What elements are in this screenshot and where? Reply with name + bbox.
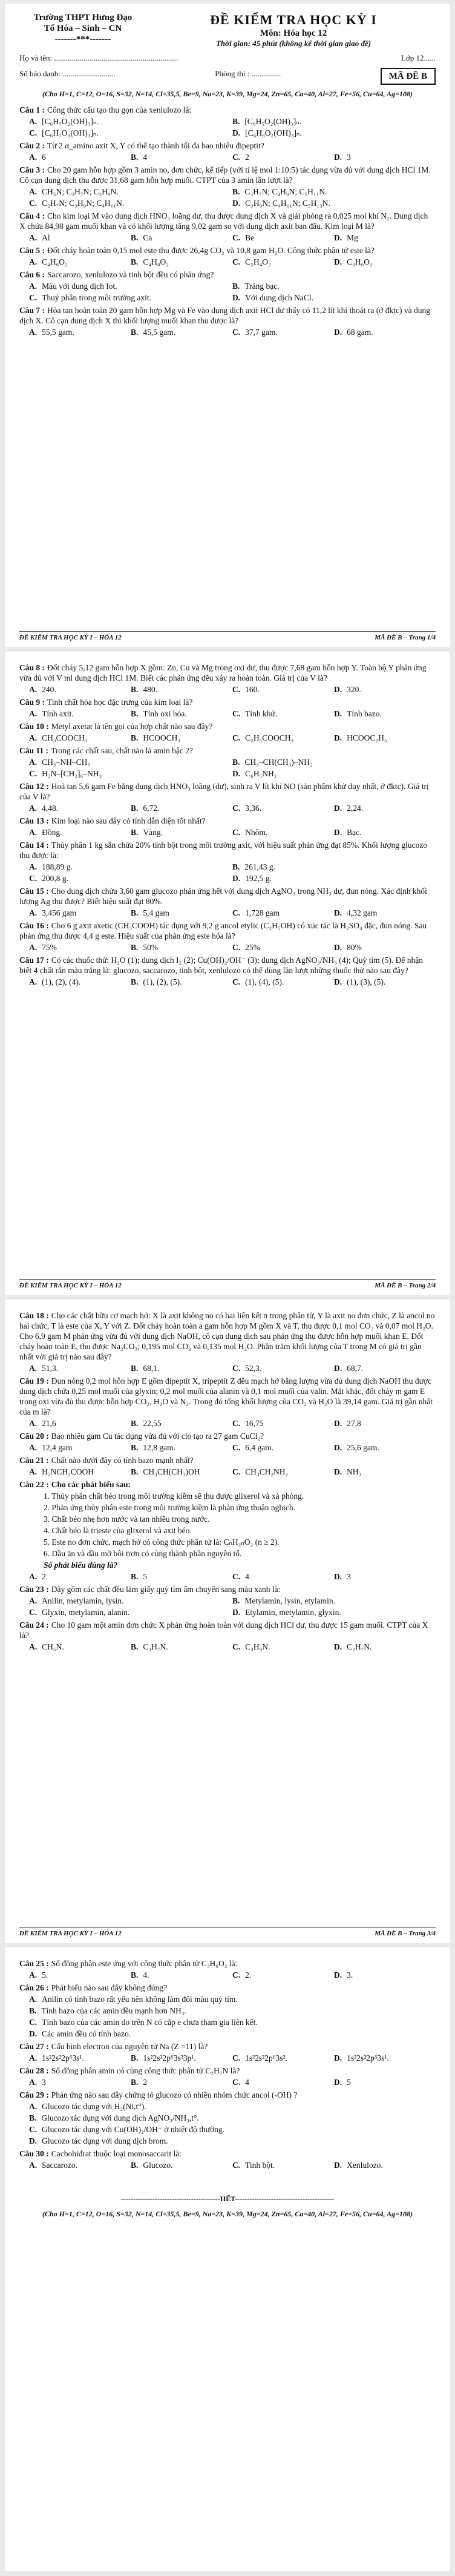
answer-d[interactable]: D. 4,32 gam xyxy=(334,908,378,917)
question-6: Câu 6 : Saccarozo, xenlulozo và tinh bột đều có phản ứng? xyxy=(19,270,214,279)
answer-a[interactable]: A. Al xyxy=(29,233,50,242)
answer-c[interactable]: C. Be xyxy=(232,233,255,242)
question-16: Câu 16 : Cho 6 g axit axetic (CH₃COOH) tác dụng với 9,2 g ancol etylic (C₂H₅OH) có xúc tác là H₂SO₄ đặc, đun nóng. Sau phản ứng thu được 4,4 g este. Hiệu suất của phản ứng este hóa là? xyxy=(19,921,427,940)
question-3: Câu 3 : Cho 20 gam hỗn hợp gồm 3 amin no, đơn chức, kế tiếp (với tỉ lệ mol 1:10:5) tác dụng vừa đủ với dung dịch HCl 1M. Cô cạn dung dịch thu được 31,68 gam hỗn hợp muối. CTPT của 3 amin lần lượt là? xyxy=(19,165,431,185)
answer-d[interactable]: D. 68,7. xyxy=(334,1364,364,1373)
answer-d[interactable]: D. Xenlulozo. xyxy=(334,2161,383,2170)
question-29: Câu 29 : Phản ứng nào sau đây chứng tỏ glucozo có nhiều nhóm chức ancol (-OH) ? xyxy=(19,2090,298,2099)
answers-q10 xyxy=(29,733,436,743)
title-block xyxy=(151,12,436,48)
exam-time: Thời gian: 45 phút (không kể thời gian giao đề) xyxy=(215,39,372,48)
answer-c[interactable]: C. 25% xyxy=(232,943,260,952)
answer-b[interactable]: B. 1s²2s²2p⁶3s²3p¹. xyxy=(131,2053,196,2062)
question-4: Câu 4 : Cho kim loại M vào dung dịch HNO₃ loãng dư, thu được dung dịch X và giải phóng ra 0,025 mol khí N₂. Dung dịch X chứa 84,98 gam muối khan và có khối lượng tăng 9,02 gam so với dung dịch axit ban đầu. Kim loại M là? xyxy=(19,211,428,231)
answer-a[interactable]: A. 12,4 gam xyxy=(29,1443,73,1452)
question-number: Câu 1 : xyxy=(19,105,45,114)
answer-c[interactable]: C. 1s²2s²2p⁶3s². xyxy=(232,2053,287,2062)
answer-c[interactable]: C. Nhôm. xyxy=(232,828,268,837)
name-field: Họ và tên: ............................................................... xyxy=(19,53,178,62)
answer-c[interactable]: C. (1), (4), (5). xyxy=(232,977,284,986)
answer-a[interactable]: A. Anilin, metylamin, lysin. xyxy=(29,1596,124,1605)
question-text: Công thức cấu tạo thu gọn của xenlulozo là: xyxy=(47,105,192,114)
question-30: Câu 30 : Cacbohiđrat thuộc loại monosaccarit là: xyxy=(19,2149,182,2158)
exam-code-box: MÃ ĐỀ B xyxy=(381,68,436,85)
answer-b[interactable]: B. Metylamin, lysin, etylamin. xyxy=(232,1596,335,1605)
question-25: Câu 25 : Số đồng phân este ứng với công thức phân tử C₃H₆O₂ là: xyxy=(19,1959,238,1968)
answer-a[interactable]: A. 1s²2s²2p⁶3s¹. xyxy=(29,2053,84,2062)
answer-a[interactable]: A. H₂NCH₂COOH xyxy=(29,1467,94,1476)
answer-c[interactable]: C. 4 xyxy=(232,1572,249,1581)
answers-q4 xyxy=(29,233,436,243)
answer-c[interactable]: C. 160. xyxy=(232,685,260,694)
answer-c[interactable]: C. 4 xyxy=(232,2078,249,2087)
answer-d[interactable]: D. Với dung dịch NaCl. xyxy=(232,293,314,302)
answer-c[interactable]: C. 16,75 xyxy=(232,1419,264,1428)
answers-q28 xyxy=(29,2077,436,2087)
answers-q2 xyxy=(29,152,436,162)
page-2 xyxy=(5,652,450,1295)
answer-a[interactable]: A. 21,6 xyxy=(29,1419,56,1428)
answer-d[interactable]: D. HCOOC₂H₅ xyxy=(334,733,387,742)
question-11: Câu 11 : Trong các chất sau, chất nào là amin bậc 2? xyxy=(19,746,193,755)
answer-a[interactable]: A. 3 xyxy=(29,2078,46,2087)
answers-q7 xyxy=(29,327,436,337)
answers-q18 xyxy=(29,1363,436,1373)
atomic-masses: (Cho H=1, C=12, O=16, S=32, N=14, Cl=35,5, Be=9, Na=23, K=39, Mg=24, Zn=65, Ca=40, Al=27, Fe=56, Cu=64, Ag=108) xyxy=(42,90,413,98)
answer-a[interactable]: A. CH₅N; C₂H₇N; C₃H₉N. xyxy=(29,187,119,196)
answer-b[interactable]: B. 45,5 gam. xyxy=(131,328,176,337)
answers-q23 xyxy=(29,1596,436,1617)
question-8: Câu 8 : Đốt cháy 5,12 gam hỗn hợp X gồm: Zn, Cu và Mg trong oxi dư, thu được 7,68 gam hỗn hợp Y. Toàn bộ Y phản ứng vừa đủ với V ml dung dịch HCl 1M. Biết các phản ứng đều xảy ra hoàn toàn. Giá trị của V là? xyxy=(19,663,427,682)
answer-d[interactable]: D. C₆H₅NH₂ xyxy=(232,769,277,778)
statement-2: 2. Phản ứng thủy phân este trong môi trường kiềm là phản ứng thuận nghịch. xyxy=(44,1503,296,1512)
answers-q16 xyxy=(29,942,436,953)
answer-b[interactable]: B. 12,8 gam. xyxy=(131,1443,176,1452)
statement-3: 3. Chất béo nhẹ hơn nước và tan nhiều trong nước. xyxy=(44,1514,210,1524)
answer-c[interactable]: C. C₂H₅COOCH₃ xyxy=(232,733,294,742)
question-23: Câu 23 : Dãy gồm các chất đều làm giấy quỳ tím ẩm chuyển sang màu xanh là: xyxy=(19,1585,281,1594)
answer-d[interactable]: D. [C₆H₈O₂(OH)₃]ₙ. xyxy=(232,128,302,137)
end-marker: -----------------------------------------HẾT----------------------------------------- xyxy=(121,2195,334,2203)
answer-b[interactable]: B. 5 xyxy=(131,1572,148,1581)
answers-q24 xyxy=(29,1642,436,1652)
sbd-field: Số báo danh: ........................... xyxy=(19,69,116,78)
page-footer: ĐỀ KIỂM TRA HỌC KỲ I – HÓA 12 MÃ ĐỀ B – Trang 2/4 xyxy=(19,1279,436,1289)
answer-d[interactable]: D. Glucozo tác dụng với dung dịch brom. xyxy=(29,2136,168,2145)
answer-c[interactable]: C. C₂H₄O₂ xyxy=(232,257,271,266)
answer-a[interactable]: A. Anilin có tính bazo rất yếu nên không làm đổi màu quỳ tím. xyxy=(29,1995,238,2004)
question-27: Câu 27 : Cấu hình electron của nguyên tử Na (Z =11) là? xyxy=(19,2042,208,2051)
page-1 xyxy=(5,4,450,647)
answer-d[interactable]: D. Tính bazo. xyxy=(334,709,382,718)
answer-c[interactable]: C. Tính khử. xyxy=(232,709,278,718)
answers-q27 xyxy=(29,2053,436,2063)
class-field: Lớp 12...... xyxy=(401,53,436,62)
question-24: Câu 24 : Cho 10 gam một amin đơn chức X phản ứng hoàn toàn với dung dịch HCl dư, thu được 15 gam muối. CTPT của X là? xyxy=(19,1620,428,1640)
answer-b[interactable]: B. C₃H₇N; C₄H₉N; C₅H₁₁N. xyxy=(232,187,327,196)
answer-c[interactable]: C. C₃H₉N. xyxy=(232,1642,270,1651)
question-5: Câu 5 : Đốt cháy hoàn toàn 0,15 mol este thu được 26,4g CO₂ và 10,8 gam H₂O. Công thức phân tử este là? xyxy=(19,246,375,255)
answers-q17 xyxy=(29,977,436,987)
answer-d[interactable]: D. Bạc. xyxy=(334,828,362,837)
answer-a[interactable]: A. Tính axit. xyxy=(29,709,74,718)
question-7: Câu 7 : Hòa tan hoàn toàn 20 gam hỗn hợp Mg và Fe vào dung dịch axit HCl dư thấy có 11,2 lít khí thoát ra (ở đktc) và dung dịch X. Cô cạn dung dịch X thì khối lượng muối khan thu được là? xyxy=(19,306,430,325)
answer-a[interactable]: A. 4,48. xyxy=(29,804,59,813)
question-28: Câu 28 : Số đồng phân amin có cùng công thức phân tử C₂H₇N là? xyxy=(19,2066,240,2075)
answer-b[interactable]: B. Glucozo tác dụng với dung dịch AgNO₃/NH₃,t°. xyxy=(29,2113,199,2122)
page-footer: ĐỀ KIỂM TRA HỌC KỲ I – HÓA 12 MÃ ĐỀ B – Trang 1/4 xyxy=(19,631,436,641)
question-22-ask: Số phát biểu đúng là? xyxy=(44,1560,118,1570)
statement-4: 4. Chất béo là trieste của glixerol và axit béo. xyxy=(44,1526,192,1535)
answer-a[interactable]: A. 188,89 g. xyxy=(29,862,73,871)
answer-b[interactable]: B. 50% xyxy=(131,943,159,952)
answers-q20 xyxy=(29,1442,436,1453)
answer-a[interactable]: A. 55,5 gam. xyxy=(29,328,74,337)
answers-q15 xyxy=(29,908,436,918)
answer-b[interactable]: B. Vàng. xyxy=(131,828,163,837)
question-15: Câu 15 : Cho dung dịch chứa 3,60 gam glucozo phản ứng hết với dung dịch AgNO₃ trong NH₃ dư, đun nóng. Xác định khối lượng Ag thu được? Biết hiệu suất đạt 80%. xyxy=(19,887,427,906)
question-20: Câu 20 : Bao nhiêu gam Cu tác dụng vừa đủ với clo tạo ra 27 gam CuCl₂? xyxy=(19,1432,264,1441)
answers-q11 xyxy=(29,757,436,779)
answer-a[interactable]: A. 6 xyxy=(29,153,46,162)
answer-c[interactable]: C. 200,8 g. xyxy=(29,874,68,883)
answer-a[interactable]: A. 51,3. xyxy=(29,1364,59,1373)
answer-d[interactable]: D. 27,8 xyxy=(334,1419,361,1428)
answer-c[interactable]: C. 37,7 gam. xyxy=(232,328,278,337)
answer-a[interactable]: A. Đồng. xyxy=(29,828,62,837)
answers-q19 xyxy=(29,1418,436,1428)
school-block xyxy=(19,12,146,48)
answer-d[interactable]: D. 192,5 g. xyxy=(232,874,272,883)
answer-c[interactable]: C. C₂H₇N; C₃H₉N; C₄H₁₁N. xyxy=(29,199,125,208)
answer-a[interactable]: A. Màu với dung dịch Iot. xyxy=(29,282,117,291)
room-field: Phòng thi : ............... xyxy=(215,69,281,78)
answer-c[interactable]: C. Glyxin, metylamin, alanin. xyxy=(29,1608,130,1617)
answer-a[interactable]: A. CH₃–NH–CH₃ xyxy=(29,758,91,767)
answer-a[interactable]: A. (1), (2), (4). xyxy=(29,977,81,986)
question-18: Câu 18 : Cho các chất hữu cơ mạch hở: X là axit không no có hai liên kết π trong phân tử, Y là axit no đơn chức, Z là ancol no hai chức, T là este của X, Y với Z. Đốt cháy hoàn toàn a gam hỗn hợp M gồm X và T, thu được 0,1 mol CO₂ và 0,07 mol H₂O. Cho 6,9 gam M phản ứng vừa đủ với dung dịch NaOH, cô cạn dung dịch sau phản ứng thu được hỗn hợp muối khan E. Đốt cháy hoàn toàn E, thu được Na₂CO₃; 0,195 mol CO₂ và 0,135 mol H₂O. Phần trăm khối lượng của T trong M có giá trị gần nhất với giá trị nào sau đây? xyxy=(19,1311,435,1361)
answer-a[interactable]: A. 3,456 gam xyxy=(29,908,77,917)
answer-d[interactable]: D. Mg xyxy=(334,233,358,242)
answer-d[interactable]: D. 3. xyxy=(334,1970,353,1980)
answer-d[interactable]: D. Các amin đều có tính bazo. xyxy=(29,2029,131,2038)
answer-d[interactable]: D. 3 xyxy=(334,153,351,162)
question-2: Câu 2 : Từ 2 α_amino axit X, Y có thể tạo thành tối đa bao nhiêu đipeptit? xyxy=(19,141,264,150)
answer-a[interactable]: A. Saccarozo. xyxy=(29,2161,77,2170)
answer-d[interactable]: D. 3 xyxy=(334,1572,351,1581)
statement-6: 6. Dầu ăn và dầu mỡ bôi trơn có cùng thành phần nguyên tố. xyxy=(44,1549,242,1558)
question-9: Câu 9 : Tinh chất hóa học đặc trưng của kim loại là? xyxy=(19,698,193,707)
statement-1: 1. Thủy phân chất béo trong môi trường kiềm sẽ thu được glixerol và xà phòng. xyxy=(44,1491,304,1501)
question-21: Câu 21 : Chất nào dưới đây có tính bazo mạnh nhất? xyxy=(19,1456,194,1465)
department-name: Tổ Hóa – Sinh – CN xyxy=(44,24,122,33)
answers-q6 xyxy=(29,281,436,303)
answer-b[interactable]: B. 5,4 gam xyxy=(131,908,169,917)
answer-a[interactable]: A. 2 xyxy=(29,1572,46,1581)
answer-d[interactable]: D. 68 gam. xyxy=(334,328,373,337)
answer-b[interactable]: B. 2 xyxy=(131,2078,148,2087)
question-14: Câu 14 : Thủy phân 1 kg sắn chứa 20% tinh bột trong môi trường axit, với hiệu suất phản ứng đạt 85%. Khối lượng glucozo thu được là: xyxy=(19,841,428,860)
answers-q21 xyxy=(29,1467,436,1477)
answer-c[interactable]: C. 6,4 gam. xyxy=(232,1443,273,1452)
page-footer: ĐỀ KIỂM TRA HỌC KỲ I – HÓA 12 MÃ ĐỀ B – Trang 3/4 xyxy=(19,1927,436,1937)
page-4 xyxy=(5,1947,450,2571)
answer-d[interactable]: D. Etylamin, metylamin, glyxin. xyxy=(232,1608,341,1617)
answer-a[interactable]: A. 75% xyxy=(29,943,57,952)
answers-q12 xyxy=(29,803,436,813)
answer-c[interactable]: C. 2. xyxy=(232,1970,252,1980)
answer-b[interactable]: B. (1), (2), (5). xyxy=(131,977,182,986)
answer-d[interactable]: D. 5 xyxy=(334,2078,351,2087)
question-17: Câu 17 : Có các thuốc thử: H₂O (1); dung dịch I₂ (2); Cu(OH)₂/OH⁻ (3); dung dịch AgNO₃/NH₃ (4); Quỳ tím (5). Để nhận biết 4 chất rắn màu trắng là: glucozo, saccarozo, tinh bột, xenlulozo có thể dùng lần lượt những thuốc thử nào sau đây? xyxy=(19,956,424,975)
student-info-row-1 xyxy=(19,52,436,64)
question-13: Câu 13 : Kim loại nào sau đây có tính dẫn điện tốt nhất? xyxy=(19,816,206,825)
answer-d[interactable]: D. 320. xyxy=(334,685,361,694)
answer-d[interactable]: D. 1s²2s²2p⁶3s¹. xyxy=(334,2053,389,2062)
answer-b[interactable]: B. [C₆H₅O₂(OH)₃]ₙ. xyxy=(232,117,301,126)
answers-q3 xyxy=(29,187,436,208)
school-name: Trường THPT Hưng Đạo xyxy=(33,13,133,22)
answer-c[interactable]: C. H₂N–[CH₂]₆–NH₂ xyxy=(29,769,102,778)
answers-q9 xyxy=(29,708,436,719)
school-divider: -------***------- xyxy=(54,35,111,44)
answer-b[interactable]: B. 4 xyxy=(131,153,148,162)
atomic-masses-repeat: (Cho H=1, C=12, O=16, S=32, N=14, Cl=35,5, Be=9, Na=23, K=39, Mg=24, Zn=65, Ca=40, Al=27, Fe=56, Cu=64, Ag=108) xyxy=(42,2210,413,2218)
question-19: Câu 19 : Đun nóng 0,2 mol hỗn hợp E gồm đipeptit X, tripeptit Z đều mạch hở bằng lượng vừa đủ dung dịch NaOH thu được dung dịch chứa 0,25 mol muối của glyxin; 0,2 mol muối của alanin và 0,1 mol muối của valin. Mặt khác, đốt cháy m gam E trong oxi vừa đủ thu được hỗn hợp CO₂, H₂O và N₂. Trong đó tổng khối lượng của CO₂ và H₂O là 39,14 gam. Giá trị gần nhất của m là? xyxy=(19,1376,433,1416)
answers-q14 xyxy=(29,862,436,883)
student-info-row-2 xyxy=(19,68,436,85)
answer-a[interactable]: A. [C₆H₇O₂(OH)₃]ₙ. xyxy=(29,117,99,126)
answer-b[interactable]: B. 68,1. xyxy=(131,1364,160,1373)
answer-b[interactable]: B. Tính bazo của các amin đều mạnh hơn NH₃. xyxy=(29,2006,186,2015)
answer-b[interactable]: B. 22,55 xyxy=(131,1419,162,1428)
answers-q5 xyxy=(29,257,436,267)
answer-c[interactable]: C. CH₃CH₂NH₂ xyxy=(232,1467,289,1476)
answer-c[interactable]: C. 3,36. xyxy=(232,804,262,813)
answer-c[interactable]: C. [C₆H₇O₃(OH)₃]ₙ. xyxy=(29,128,99,137)
answer-c[interactable]: C. Thuỷ phân trong môi trường axit. xyxy=(29,293,152,302)
answer-d[interactable]: D. C₃H₉N; C₄H₁₁N; C₅H₁₃N. xyxy=(232,199,330,208)
statement-5: 5. Este no đơn chức, mạch hở có công thức phân tử là: CₙH₂ₙO₂ (n ≥ 2). xyxy=(44,1537,280,1547)
answer-a[interactable]: A. 5. xyxy=(29,1970,48,1980)
answer-b[interactable]: B. Ca xyxy=(131,233,152,242)
answer-c[interactable]: C. Tính bazo của các amin do trên N có cặp e chưa tham gia liên kết. xyxy=(29,2018,258,2027)
answer-b[interactable]: B. 480. xyxy=(131,685,158,694)
answer-d[interactable]: D. NH₃ xyxy=(334,1467,362,1476)
answers-q30 xyxy=(29,2160,436,2170)
question-22: Câu 22 : Cho các phát biểu sau: xyxy=(19,1480,131,1489)
answer-d[interactable]: D. C₃H₆O₂ xyxy=(334,257,373,266)
question-10: Câu 10 : Metyl axetat là tên gọi của hợp chất nào sau đây? xyxy=(19,722,213,731)
answer-d[interactable]: D. 2,24. xyxy=(334,804,364,813)
answers-q25 xyxy=(29,1970,436,1980)
page-3 xyxy=(5,1300,450,1943)
question-1 xyxy=(19,105,436,115)
answer-d[interactable]: D. 25,6 gam. xyxy=(334,1443,379,1452)
answer-a[interactable]: A. CH₃COOCH₃ xyxy=(29,733,88,742)
answer-d[interactable]: D. (1), (3), (5). xyxy=(334,977,386,986)
exam-title: ĐỀ KIỂM TRA HỌC KỲ I xyxy=(210,12,377,27)
answers-q22 xyxy=(29,1571,436,1582)
answer-c[interactable]: C. Tinh bột. xyxy=(232,2161,275,2170)
answer-d[interactable]: D. 80% xyxy=(334,943,362,952)
answer-a[interactable]: A. 240. xyxy=(29,685,56,694)
answer-a[interactable]: A. C₄H₆O₂ xyxy=(29,257,68,266)
answer-b[interactable]: B. 4. xyxy=(131,1970,149,1980)
answer-a[interactable]: A. CH₅N. xyxy=(29,1642,64,1651)
answers-q8 xyxy=(29,684,436,695)
question-26: Câu 26 : Phát biểu nào sau đây không đúng? xyxy=(19,1983,167,1992)
answer-c[interactable]: C. 1,728 gam xyxy=(232,908,280,917)
answers-q13 xyxy=(29,827,436,837)
answer-b[interactable]: B. Tính oxi hóa. xyxy=(131,709,187,718)
exam-subject: Môn: Hóa học 12 xyxy=(260,28,327,38)
answer-b[interactable]: B. CH₃–CH(CH₃)–NH₂ xyxy=(232,758,313,767)
answer-b[interactable]: B. C₃H₇N. xyxy=(131,1642,168,1651)
answer-c[interactable]: C. 52,3. xyxy=(232,1364,262,1373)
answers-q1 xyxy=(29,116,436,138)
question-12: Câu 12 : Hoà tan 5,6 gam Fe bằng dung dịch HNO₃ loãng (dư), sinh ra V lít khí NO (sản phẩm khử duy nhất, ở đktc). Giá trị của V là? xyxy=(19,782,429,801)
answer-b[interactable]: B. Tráng bạc. xyxy=(232,282,280,291)
answer-b[interactable]: B. Glucozo. xyxy=(131,2161,173,2170)
exam-header xyxy=(19,12,436,48)
answer-c[interactable]: C. Glucozo tác dụng với Cu(OH)₂/OH⁻ ở nhiệt độ thường. xyxy=(29,2125,225,2134)
answer-b[interactable]: B. CH₃CH(CH₃)OH xyxy=(131,1467,200,1476)
answer-d[interactable]: D. C₂H₇N. xyxy=(334,1642,372,1651)
answer-b[interactable]: B. 261,43 g. xyxy=(232,862,276,871)
answer-a[interactable]: A. Glucozo tác dụng với H₂(Ni,t°). xyxy=(29,2102,146,2111)
answer-b[interactable]: B. HCOOCH₃ xyxy=(131,733,181,742)
answer-b[interactable]: B. C₄H₈O₂ xyxy=(131,257,169,266)
answer-b[interactable]: B. 6,72. xyxy=(131,804,160,813)
answer-c[interactable]: C. 2 xyxy=(232,153,249,162)
